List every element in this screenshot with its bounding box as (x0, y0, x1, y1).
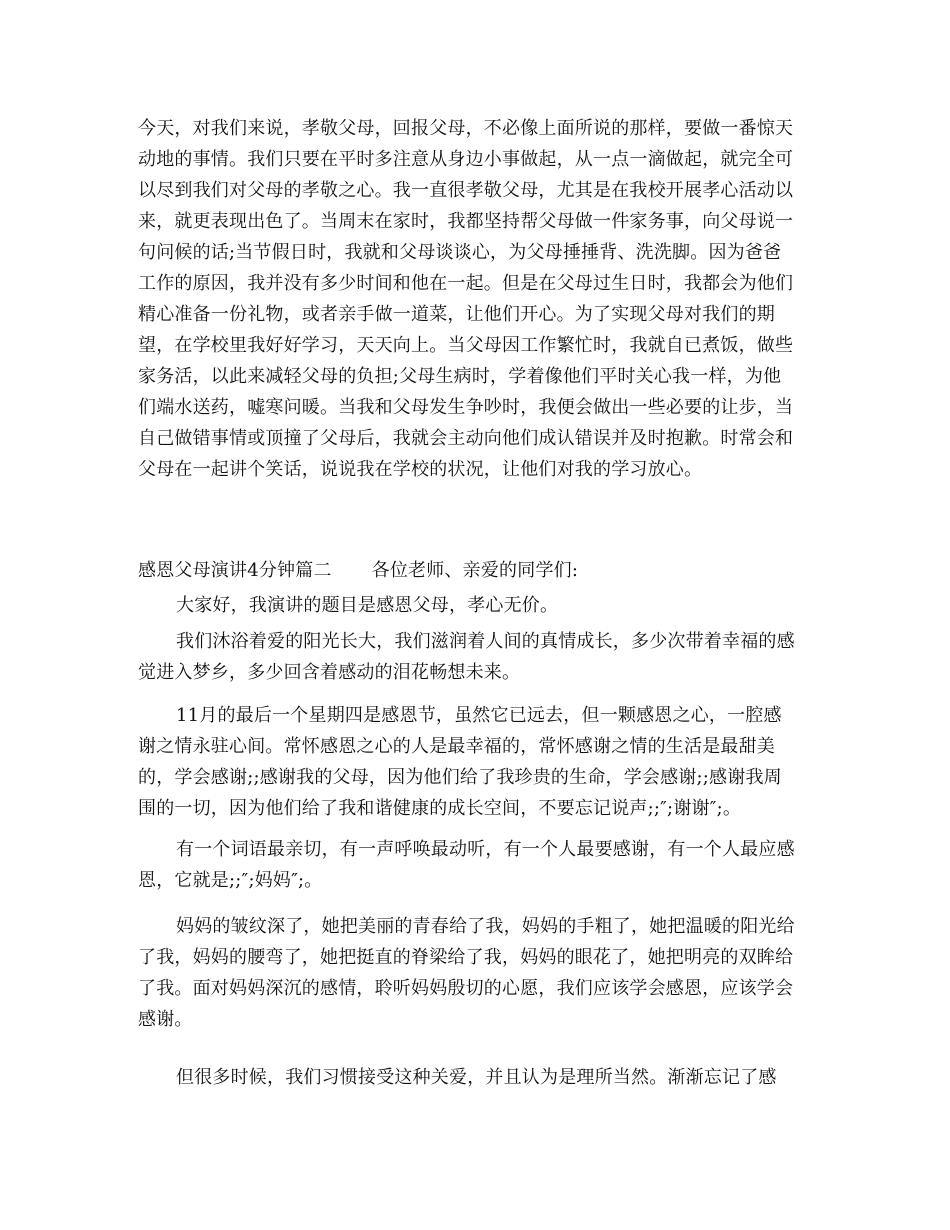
text-line: 今天，对我们来说，孝敬父母，回报父母，不必像上面所说的那样，要做一番惊天 (138, 118, 794, 139)
salutation: 各位老师、亲爱的同学们: (371, 560, 579, 581)
text-line: 自己做错事情或顶撞了父母后，我就会主动向他们成认错误并及时抱歉。时常会和 (138, 428, 794, 449)
text-line: 以尽到我们对父母的孝敬之心。我一直很孝敬父母，尤其是在我校开展孝心活动以 (138, 180, 794, 201)
text-line: 我们沐浴着爱的阳光长大，我们滋润着人间的真情成长，多少次带着幸福的感 (176, 631, 795, 652)
paragraph-taking-for-granted (138, 1062, 818, 1093)
section-heading-line (138, 555, 818, 586)
text-line: 工作的原因，我并没有多少时间和他在一起。但是在父母过生日时，我都会为他们 (138, 273, 794, 294)
text-line: 们端水送药，嘘寒问暖。当我和父母发生争吵时，我便会做出一些必要的让步，当 (138, 397, 794, 418)
text-line: 父母在一起讲个笑话，说说我在学校的状况，让他们对我的学习放心。 (138, 459, 703, 480)
section-heading: 感恩父母演讲4分钟篇二 (138, 560, 332, 581)
text-line: 围的一切，因为他们给了我和谐健康的成长空间，不要忘记说声;;″;谢谢″;。 (138, 798, 742, 819)
text-line: 但很多时候，我们习惯接受这种关爱，并且认为是理所当然。渐渐忘记了感 (176, 1067, 777, 1088)
paragraph-filial-piety (138, 113, 818, 485)
text-line: 来，就更表现出色了。当周末在家时，我都坚持帮父母做一件家务事，向父母说一 (138, 211, 794, 232)
text-line: 动地的事情。我们只要在平时多注意从身边小事做起，从一点一滴做起，就完全可 (138, 149, 794, 170)
paragraph-thanksgiving (138, 700, 818, 824)
text-line: 11月的最后一个星期四是感恩节，虽然它已远去，但一颗感恩之心，一腔感 (176, 705, 782, 726)
text-line: 句问候的话;当节假日时，我就和父母谈谈心，为父母捶捶背、洗洗脚。因为爸爸 (138, 242, 782, 263)
text-line: 有一个词语最亲切，有一声呼唤最动听，有一个人最要感谢，有一个人最应感 (176, 839, 795, 860)
text-line: 望，在学校里我好好学习，天天向上。当父母因工作繁忙时，我就自已煮饭，做些 (138, 335, 794, 356)
text-line: 谢之情永驻心间。常怀感恩之心的人是最幸福的，常怀感谢之情的生活是最甜美 (138, 736, 775, 757)
text-line: 妈妈的皱纹深了，她把美丽的青春给了我，妈妈的手粗了，她把温暖的阳光给 (176, 916, 795, 937)
greeting-line: 大家好，我演讲的题目是感恩父母，孝心无价。 (176, 595, 559, 616)
text-line: 恩，它就是;;″;妈妈″;。 (138, 870, 323, 891)
text-line: 感谢。 (138, 1009, 193, 1030)
section-heading-row (138, 555, 818, 586)
paragraph-mother-word (138, 834, 818, 896)
text-line: 了我。面对妈妈深沉的感情，聆听妈妈殷切的心愿，我们应该学会感恩，应该学会 (138, 978, 794, 999)
text-line: 的，学会感谢;;感谢我的父母，因为他们给了我珍贵的生命，学会感谢;;感谢我周 (138, 767, 782, 788)
text-line: 家务活，以此来减轻父母的负担;父母生病时，学着像他们平时关心我一样，为他 (138, 366, 782, 387)
greeting-paragraph (138, 590, 818, 621)
text-line: 精心准备一份礼物，或者亲手做一道菜，让他们开心。为了实现父母对我们的期 (138, 304, 775, 325)
paragraph-growing-up (138, 626, 818, 688)
paragraph-mother-sacrifice (138, 911, 818, 1035)
text-line: 了我，妈妈的腰弯了，她把挺直的脊梁给了我，妈妈的眼花了，她把明亮的双眸给 (138, 947, 794, 968)
text-line: 觉进入梦乡，多少回含着感动的泪花畅想未来。 (138, 662, 521, 683)
